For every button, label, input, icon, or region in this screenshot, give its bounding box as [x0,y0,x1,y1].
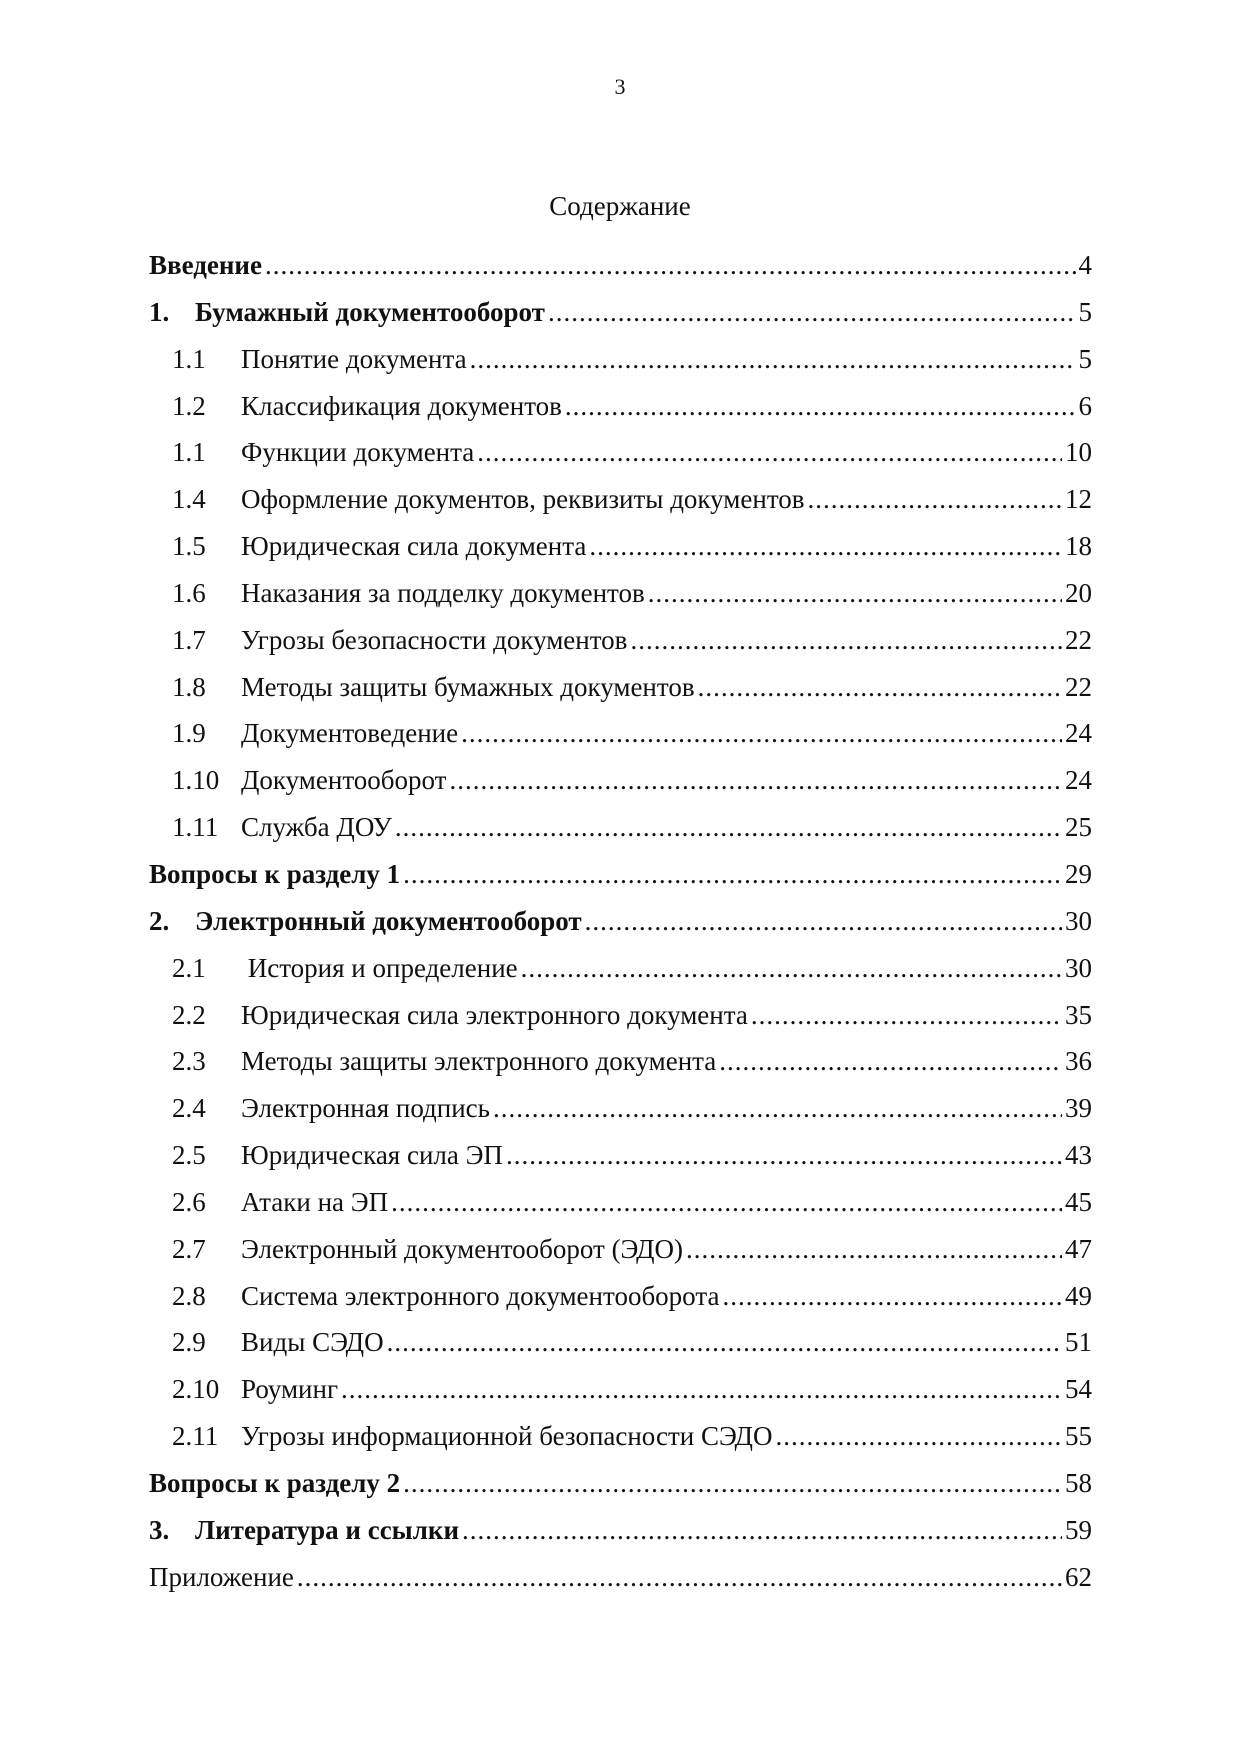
toc-entry[interactable] [149,1273,1092,1320]
toc-leader-dots [462,1507,1062,1554]
toc-entry-text: Вопросы к разделу 2 [149,1467,401,1498]
toc-entry-text: Наказания за подделку документов [241,577,645,608]
toc-entry-text: Система электронного документооборота [241,1280,720,1311]
toc-leader-dots [565,383,1076,430]
toc-entry-questions-2[interactable] [149,1460,1092,1507]
toc-leader-dots [751,992,1062,1039]
toc-entry[interactable] [149,710,1092,757]
toc-entry-text: Юридическая сила ЭП [241,1140,503,1171]
toc-entry[interactable] [149,1226,1092,1273]
toc-entry-section-3[interactable] [149,1507,1092,1554]
toc-entry-number: 1.6 [172,577,206,608]
toc-entry-number: 1.11 [172,812,219,843]
toc-entry-number: 1.2 [172,390,206,421]
toc-entry-text: Понятие документа [241,343,467,374]
toc-entry-page: 39 [1065,1093,1092,1124]
toc-entry-page: 30 [1065,905,1092,936]
toc-entry-text: Документоведение [241,718,459,749]
toc-entry[interactable] [149,336,1092,383]
toc-leader-dots [449,757,1062,804]
toc-entry-page: 4 [1078,250,1092,280]
toc-entry-text: Атаки на ЭП [241,1186,389,1217]
toc-entry-page: 30 [1065,952,1092,983]
toc-leader-dots [395,804,1062,851]
toc-leader-dots [461,710,1062,757]
toc-entry-text: Литература и ссылки [195,1514,460,1545]
toc-entry-page: 29 [1065,858,1092,889]
toc-entry[interactable] [149,804,1092,851]
toc-entry-page: 24 [1065,765,1092,796]
toc-entry-number: 3. [149,1514,170,1545]
toc-entry-page: 12 [1065,484,1092,515]
toc-leader-dots [698,664,1062,711]
toc-leader-dots [585,898,1062,945]
toc-entry-text: Юридическая сила документа [241,531,587,562]
toc-entry-page: 22 [1065,671,1092,702]
toc-entry-page: 54 [1065,1374,1092,1405]
toc-entry-introduction[interactable] [149,242,1092,289]
toc-entry-text: Документооборот [241,765,447,796]
toc-entry[interactable] [149,1085,1092,1132]
toc-entry-number: 2.9 [172,1327,206,1358]
toc-entry-text: Методы защиты бумажных документов [241,671,695,702]
toc-entry-number: 1.7 [172,624,206,655]
toc-entry-text: Роуминг [241,1374,339,1405]
toc-entry-text: Юридическая сила электронного документа [241,999,748,1030]
toc-entry-number: 2.10 [172,1374,220,1405]
toc-entry[interactable] [149,1132,1092,1179]
toc-entry-number: 2.3 [172,1046,206,1077]
toc-entry-text: История и определение [241,952,518,983]
toc-leader-dots [391,1179,1062,1226]
toc-leader-dots [493,1085,1062,1132]
toc-entry-text: Электронная подпись [241,1093,490,1124]
toc-entry-page: 51 [1065,1327,1092,1358]
toc-entry[interactable] [149,1319,1092,1366]
toc-entry[interactable] [149,1413,1092,1460]
toc-entry-section-1[interactable] [149,289,1092,336]
toc-entry-page: 58 [1065,1467,1092,1498]
toc-entry-text: Виды СЭДО [241,1327,384,1358]
toc-entry[interactable] [149,476,1092,523]
toc-entry-page: 22 [1065,624,1092,655]
toc-entry-text: Бумажный документооборот [195,296,545,327]
toc-entry-page: 47 [1065,1233,1092,1264]
toc-leader-dots [648,570,1062,617]
toc-entry[interactable] [149,570,1092,617]
toc-entry[interactable] [149,945,1092,992]
toc-entry[interactable] [149,992,1092,1039]
toc-entry-number: 2.8 [172,1280,206,1311]
toc-entry-text: Вопросы к разделу 1 [149,858,401,889]
toc-entry[interactable] [149,383,1092,430]
toc-entry[interactable] [149,1179,1092,1226]
toc-entry-questions-1[interactable] [149,851,1092,898]
toc-entry[interactable] [149,429,1092,476]
toc-leader-dots [548,289,1076,336]
toc-leader-dots [387,1319,1062,1366]
toc-entry[interactable] [149,523,1092,570]
toc-entry-text: Служба ДОУ [241,812,392,843]
toc-entry-text: Угрозы безопасности документов [241,624,628,655]
toc-entry-number: 1.4 [172,484,206,515]
toc-entry-page: 24 [1065,718,1092,749]
toc-entry-number: 2.4 [172,1093,206,1124]
toc-entry-text: Введение [149,250,262,280]
toc-leader-dots [403,851,1062,898]
toc-leader-dots [521,945,1062,992]
toc-entry-number: 2. [149,905,170,936]
toc-entry-page: 6 [1078,390,1092,421]
toc-leader-dots [686,1226,1062,1273]
toc-entry[interactable] [149,1038,1092,1085]
toc-entry[interactable] [149,664,1092,711]
toc-entry-number: 1.8 [172,671,206,702]
toc-leader-dots [477,429,1062,476]
toc-leader-dots [470,336,1076,383]
toc-leader-dots [630,617,1062,664]
toc-entry-number: 2.7 [172,1233,206,1264]
toc-entry-page: 35 [1065,999,1092,1030]
toc-leader-dots [719,1038,1062,1085]
toc-entry-number: 1.1 [172,437,206,468]
toc-leader-dots [341,1366,1062,1413]
toc-entry-page: 62 [1065,1561,1092,1592]
toc-leader-dots [808,476,1062,523]
toc-leader-dots [722,1273,1062,1320]
toc-entry-number: 2.6 [172,1186,206,1217]
toc-entry-page: 18 [1065,531,1092,562]
toc-entry-page: 59 [1065,1514,1092,1545]
toc-entry-number: 1. [149,296,170,327]
toc-entry[interactable] [149,617,1092,664]
toc-entry-number: 2.2 [172,999,206,1030]
toc-entry-text: Методы защиты электронного документа [241,1046,717,1077]
toc-entry-text: Классификация документов [241,390,562,421]
toc-entry-text: Приложение [149,1561,294,1592]
toc-entry-number: 2.11 [172,1421,219,1452]
toc-entry-number: 1.1 [172,343,206,374]
page-number: 3 [614,74,626,99]
toc-entry-number: 1.5 [172,531,206,562]
toc-entry-page: 20 [1065,577,1092,608]
toc-entry-page: 10 [1065,437,1092,468]
toc-entry[interactable] [149,1366,1092,1413]
toc-entry-number: 1.10 [172,765,220,796]
toc-entry-page: 55 [1065,1421,1092,1452]
toc-leader-dots [403,1460,1062,1507]
toc-entry-text: Оформление документов, реквизиты документов [241,484,805,515]
toc-entry-text: Угрозы информационной безопасности СЭДО [241,1421,773,1452]
toc-entry-page: 5 [1078,296,1092,327]
toc-entry-appendix[interactable] [149,1554,1092,1601]
toc-entry-number: 2.5 [172,1140,206,1171]
toc-leader-dots [506,1132,1062,1179]
toc-leader-dots [589,523,1062,570]
toc-entry-text: Электронный документооборот (ЭДО) [241,1233,684,1264]
toc-entry-text: Электронный документооборот [195,905,582,936]
toc-entry-number: 1.9 [172,718,206,749]
toc-entry-page: 49 [1065,1280,1092,1311]
toc-entry-page: 43 [1065,1140,1092,1171]
toc-leader-dots [297,1554,1062,1601]
toc-entry[interactable] [149,757,1092,804]
toc-entry-page: 36 [1065,1046,1092,1077]
toc-entry-text: Функции документа [241,437,475,468]
toc-title: Содержание [549,191,691,221]
toc-entry-page: 5 [1078,343,1092,374]
toc-entry-page: 45 [1065,1186,1092,1217]
toc-entry-section-2[interactable] [149,898,1092,945]
toc-entry-page: 25 [1065,812,1092,843]
toc-leader-dots [265,242,1076,289]
toc-leader-dots [775,1413,1062,1460]
table-of-contents [149,242,1092,1600]
toc-entry-number: 2.1 [172,952,206,983]
